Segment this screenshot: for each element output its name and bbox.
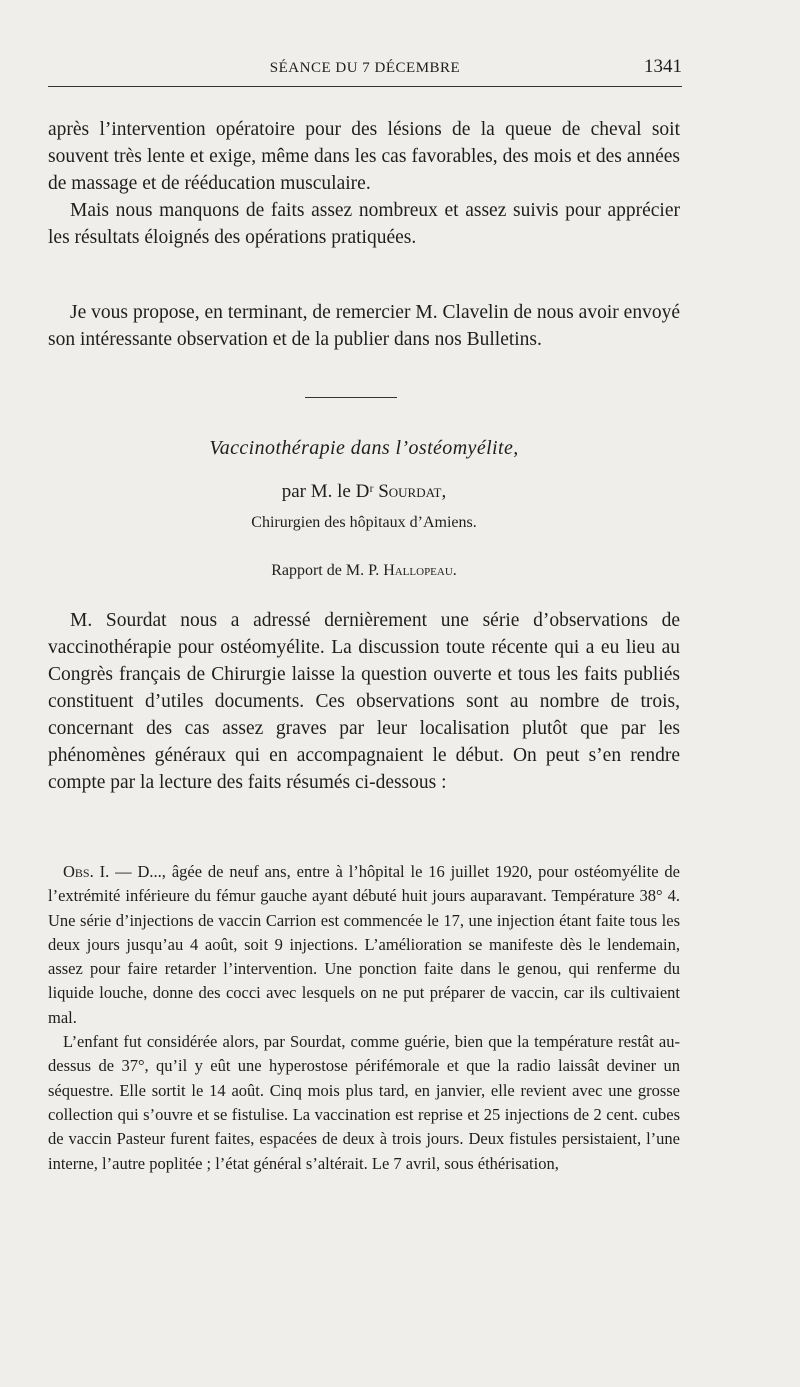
observation-paragraph-2: L’enfant fut considérée alors, par Sourdat, comme guérie, bien que la température restât au-dessus de 37°, qu’il y eût une hyperostose périfémorale et que la radio laissât deviner un séquestre. Elle sortit le 14 août. Cinq mois plus tard, en janvier, elle revient avec une grosse collection qui s’ouvre et se fistulise. La vaccination est reprise et 25 injections de 2 cent. cubes de vaccin Pasteur furent faites, espacées de deux à trois jours. Deux fistules persistaient, l’une interne, l’autre poplitée ; l’état général s’altérait. Le 7 avril, sous éthérisation, (48, 1032, 680, 1173)
observation-text-1: — D..., âgée de neuf ans, entre à l’hôpital le 16 juillet 1920, pour ostéomyélite de l’extrémité inférieure du fémur gauche ayant débuté huit jours auparavant. Température 38° 4. Une série d’injections de vaccin Carrion est commencée le 17, une injection étant faite tous les deux jours jusqu’au 4 août, soit 9 injections. L’amélioration se manifeste dès le lendemain, assez pour faire retarder l’intervention. Une ponction faite dans le genou, qui renferme du liquide louche, donne des cocci avec lesquels on ne put préparer de vaccin, car ils cultivaient mal. (48, 862, 680, 1027)
author-affiliation: Chirurgien des hôpitaux d’Amiens. (251, 514, 477, 531)
report-prefix: Rapport de M. P. (271, 562, 380, 579)
page-number: 1341 (644, 56, 682, 77)
section-separator (305, 397, 397, 398)
intro-paragraph-1: après l’intervention opératoire pour des lésions de la queue de cheval soit souvent très lente et exige, même dans les cas favorables, des mois et des années de massage et de rééducation musculaire. (48, 119, 680, 194)
report-line (48, 562, 680, 580)
closing-paragraph: Je vous propose, en terminant, de remercier M. Clavelin de nous avoir envoyé son intéressante observation et de la publier dans nos Bulletins. (48, 302, 680, 350)
author-name: Sourdat, (378, 481, 447, 502)
reporter-name: Hallopeau. (383, 562, 457, 579)
closing-section (48, 299, 680, 353)
observation-section (48, 860, 680, 1176)
running-title: SÉANCE DU 7 DÉCEMBRE (269, 60, 461, 76)
observation-label: Obs. I. (63, 862, 110, 881)
article-title: Vaccinothérapie dans l’ostéomyélite, (209, 437, 519, 459)
author-line (48, 481, 680, 503)
intro-section (48, 116, 680, 251)
author-prefix: par M. le Dʳ (281, 481, 374, 502)
observation-paragraph-1 (48, 860, 680, 1030)
report-paragraph: M. Sourdat nous a adressé dernièrement une série d’observations de vaccinothérapie pour ostéomyélite. La discussion toute récente qui a eu lieu au Congrès français de Chirurgie laisse la question ouverte et tous les faits publiés constituent d’utiles documents. Ces observations sont au nombre de trois, concernant des cas assez graves par leur localisation plutôt que par les phénomènes généraux qui en accompagnaient le début. On peut s’en rendre compte par la lecture des faits résumés ci-dessous : (48, 610, 680, 793)
report-section (48, 607, 680, 796)
page-header (48, 56, 682, 87)
intro-paragraph-2: Mais nous manquons de faits assez nombreux et assez suivis pour apprécier les résultats éloignés des opérations pratiquées. (48, 200, 680, 248)
